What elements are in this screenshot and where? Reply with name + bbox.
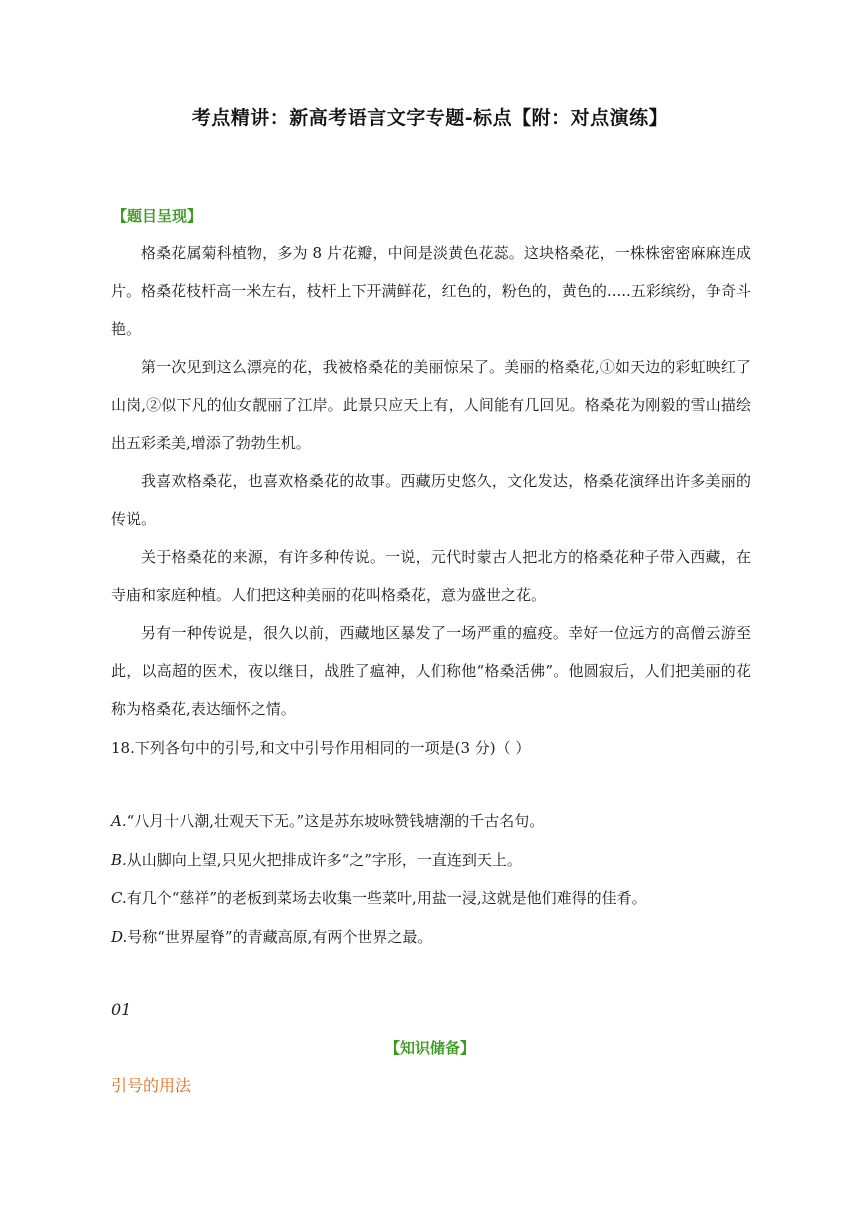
topic-heading: 引号的用法 bbox=[111, 1076, 192, 1095]
passage-paragraph-2: 第一次见到这么漂亮的花，我被格桑花的美丽惊呆了。美丽的格桑花,①如天边的彩虹映红了山岗,②似下凡的仙女靓丽了江岸。此景只应天上有，人间能有几回见。格桑花为刚毅的雪山描绘出五彩柔美,增添了勃勃生机。 bbox=[111, 358, 751, 452]
option-c bbox=[111, 879, 647, 918]
option-letter: B. bbox=[111, 850, 127, 869]
option-text: “八月十八潮,壮观天下无。”这是苏东坡咏赞钱塘潮的千古名句。 bbox=[126, 812, 545, 830]
passage-paragraph-5: 另有一种传说是，很久以前，西藏地区暴发了一场严重的瘟疫。幸好一位远方的高僧云游至此，以高超的医术，夜以继日，战胜了瘟神，人们称他“格桑活佛”。他圆寂后，人们把美丽的花称为格桑花,表达缅怀之情。 bbox=[111, 624, 751, 718]
passage-paragraph-4: 关于格桑花的来源，有许多种传说。一说，元代时蒙古人把北方的格桑花种子带入西藏，在寺庙和家庭种植。人们把这种美丽的花叫格桑花，意为盛世之花。 bbox=[111, 548, 751, 604]
knowledge-heading: 【知识储备】 bbox=[384, 1039, 475, 1057]
option-letter: D. bbox=[111, 927, 128, 946]
question-stem: 18.下列各句中的引号,和文中引号作用相同的一项是(3 分)（ ） bbox=[111, 739, 531, 757]
option-b bbox=[111, 841, 647, 880]
section-tag-question: 【题目呈现】 bbox=[112, 207, 203, 225]
option-text: 号称“世界屋脊”的青藏高原,有两个世界之最。 bbox=[127, 927, 433, 946]
option-text: 从山脚向上望,只见火把排成许多“之”字形，一直连到天上。 bbox=[126, 850, 522, 869]
option-letter: A. bbox=[111, 812, 127, 830]
document-title: 考点精讲：新高考语言文字专题-标点【附：对点演练】 bbox=[191, 107, 669, 129]
option-letter: C. bbox=[111, 889, 127, 907]
answer-options bbox=[111, 802, 647, 956]
option-d bbox=[111, 918, 647, 957]
section-number: 01 bbox=[111, 1000, 132, 1019]
option-text: 有几个“慈祥”的老板到菜场去收集一些菜叶,用盐一浸,这就是他们难得的佳肴。 bbox=[126, 889, 647, 907]
option-a bbox=[111, 802, 647, 841]
passage bbox=[111, 234, 751, 728]
passage-paragraph-3: 我喜欢格桑花，也喜欢格桑花的故事。西藏历史悠久，文化发达，格桑花演绎出许多美丽的传说。 bbox=[111, 472, 751, 528]
passage-paragraph-1: 格桑花属菊科植物，多为 8 片花瓣，中间是淡黄色花蕊。这块格桑花，一株株密密麻麻连成片。格桑花枝杆高一米左右，枝杆上下开满鲜花，红色的，粉色的，黄色的.....五彩缤纷，争奇斗艳。 bbox=[111, 244, 751, 338]
